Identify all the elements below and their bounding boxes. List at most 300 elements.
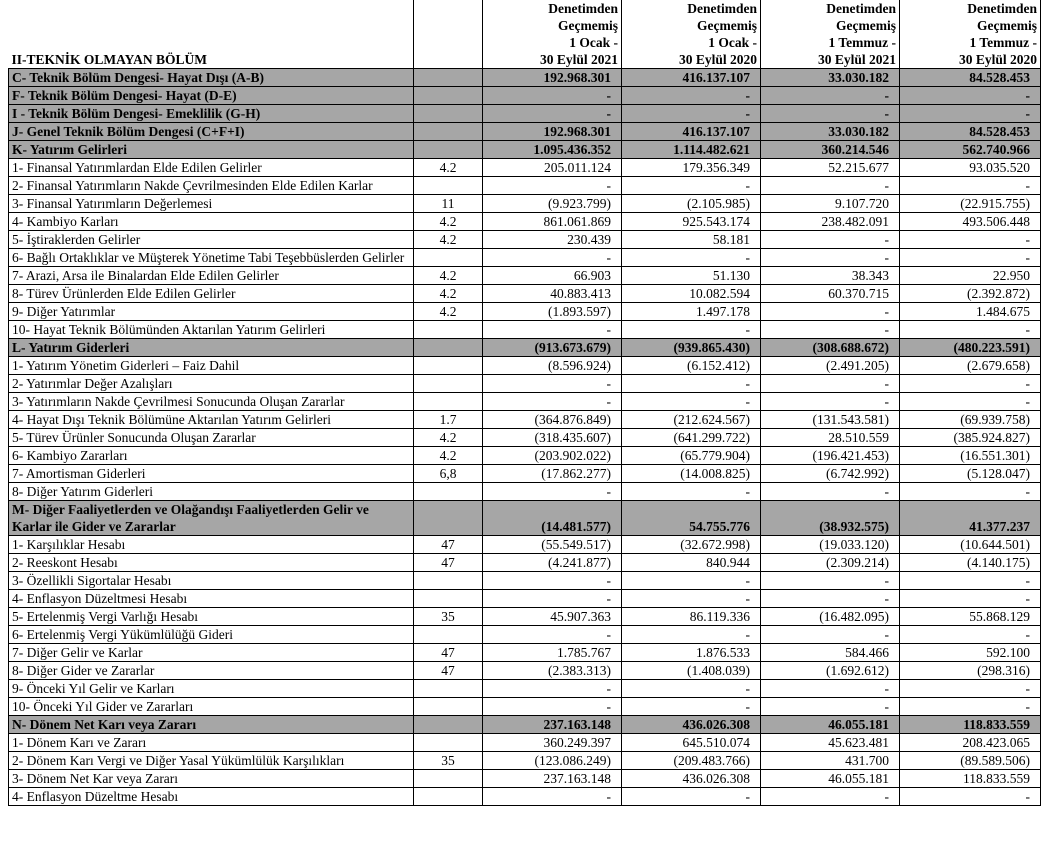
- income-statement-table: [8, 0, 1041, 806]
- column-header-line: 1 Temmuz -: [969, 35, 1037, 50]
- value-cell: (6.742.992): [761, 465, 900, 483]
- row-label: 4- Kambiyo Karları: [9, 213, 414, 231]
- value-cell: 46.055.181: [761, 716, 900, 734]
- row-label: 3- Dönem Net Kar veya Zararı: [9, 770, 414, 788]
- row-note: [414, 626, 483, 644]
- value-cell: -: [483, 249, 622, 267]
- row-label: 1- Yatırım Yönetim Giderleri – Faiz Dahil: [9, 357, 414, 375]
- value-cell: (22.915.755): [900, 195, 1041, 213]
- value-cell: -: [900, 177, 1041, 195]
- value-cell: 238.482.091: [761, 213, 900, 231]
- value-cell: -: [483, 375, 622, 393]
- value-cell: -: [761, 231, 900, 249]
- column-header-3: [761, 0, 900, 69]
- value-cell: -: [761, 626, 900, 644]
- value-cell: (14.481.577): [483, 501, 622, 536]
- value-cell: 230.439: [483, 231, 622, 249]
- row-note: [414, 177, 483, 195]
- row-label: 3- Özellikli Sigortalar Hesabı: [9, 572, 414, 590]
- value-cell: -: [622, 788, 761, 806]
- table-row: [9, 177, 1041, 195]
- value-cell: -: [761, 788, 900, 806]
- row-label: I - Teknik Bölüm Dengesi- Emeklilik (G-H): [9, 105, 414, 123]
- value-cell: -: [622, 87, 761, 105]
- row-note: [414, 357, 483, 375]
- value-cell: 840.944: [622, 554, 761, 572]
- table-row: [9, 249, 1041, 267]
- row-label: 7- Amortisman Giderleri: [9, 465, 414, 483]
- value-cell: 237.163.148: [483, 770, 622, 788]
- row-label: 4- Enflasyon Düzeltme Hesabı: [9, 788, 414, 806]
- table-header-row: [9, 0, 1041, 69]
- value-cell: (1.408.039): [622, 662, 761, 680]
- value-cell: (212.624.567): [622, 411, 761, 429]
- row-label: J- Genel Teknik Bölüm Dengesi (C+F+I): [9, 123, 414, 141]
- row-label: 1- Finansal Yatırımlardan Elde Edilen Gelirler: [9, 159, 414, 177]
- value-cell: -: [483, 698, 622, 716]
- column-header-line: Denetimden: [826, 1, 896, 16]
- value-cell: -: [483, 572, 622, 590]
- value-cell: (308.688.672): [761, 339, 900, 357]
- value-cell: -: [900, 393, 1041, 411]
- row-label: 6- Kambiyo Zararları: [9, 447, 414, 465]
- value-cell: -: [761, 483, 900, 501]
- row-label: M- Diğer Faaliyetlerden ve Olağandışı Faaliyetlerden Gelir ve Karlar ile Gider ve Zararlar: [9, 501, 414, 536]
- value-cell: 60.370.715: [761, 285, 900, 303]
- table-row: [9, 267, 1041, 285]
- table-row: [9, 501, 1041, 536]
- value-cell: (16.482.095): [761, 608, 900, 626]
- row-note: [414, 69, 483, 87]
- value-cell: -: [622, 177, 761, 195]
- value-cell: (16.551.301): [900, 447, 1041, 465]
- value-cell: (196.421.453): [761, 447, 900, 465]
- value-cell: 38.343: [761, 267, 900, 285]
- value-cell: (131.543.581): [761, 411, 900, 429]
- value-cell: 46.055.181: [761, 770, 900, 788]
- row-label: 1- Dönem Karı ve Zararı: [9, 734, 414, 752]
- value-cell: -: [761, 680, 900, 698]
- row-label: 7- Diğer Gelir ve Karlar: [9, 644, 414, 662]
- row-label: 5- İştiraklerden Gelirler: [9, 231, 414, 249]
- row-note: [414, 572, 483, 590]
- value-cell: 52.215.677: [761, 159, 900, 177]
- value-cell: -: [900, 698, 1041, 716]
- value-cell: 493.506.448: [900, 213, 1041, 231]
- column-header-2: [622, 0, 761, 69]
- value-cell: 208.423.065: [900, 734, 1041, 752]
- value-cell: 1.484.675: [900, 303, 1041, 321]
- value-cell: 192.968.301: [483, 69, 622, 87]
- value-cell: -: [900, 680, 1041, 698]
- table-row: [9, 536, 1041, 554]
- value-cell: (55.549.517): [483, 536, 622, 554]
- value-cell: 10.082.594: [622, 285, 761, 303]
- row-label: 8- Diğer Gider ve Zararlar: [9, 662, 414, 680]
- value-cell: -: [622, 626, 761, 644]
- value-cell: (2.105.985): [622, 195, 761, 213]
- row-note: [414, 105, 483, 123]
- note-column-header: [414, 0, 483, 69]
- value-cell: -: [622, 375, 761, 393]
- section-title: II-TEKNİK OLMAYAN BÖLÜM: [9, 0, 414, 69]
- row-label: C- Teknik Bölüm Dengesi- Hayat Dışı (A-B): [9, 69, 414, 87]
- row-note: [414, 770, 483, 788]
- value-cell: (1.893.597): [483, 303, 622, 321]
- value-cell: (203.902.022): [483, 447, 622, 465]
- value-cell: 28.510.559: [761, 429, 900, 447]
- value-cell: 51.130: [622, 267, 761, 285]
- row-label: 2- Finansal Yatırımların Nakde Çevrilmesinden Elde Edilen Karlar: [9, 177, 414, 195]
- value-cell: 592.100: [900, 644, 1041, 662]
- table-row: [9, 698, 1041, 716]
- column-header-line: 30 Eylül 2021: [817, 52, 896, 67]
- table-row: [9, 788, 1041, 806]
- row-note: 4.2: [414, 447, 483, 465]
- column-header-line: Geçmemiş: [697, 18, 757, 33]
- value-cell: -: [622, 321, 761, 339]
- value-cell: (298.316): [900, 662, 1041, 680]
- table-row: [9, 357, 1041, 375]
- row-note: [414, 698, 483, 716]
- value-cell: (9.923.799): [483, 195, 622, 213]
- row-label: 2- Dönem Karı Vergi ve Diğer Yasal Yükümlülük Karşılıkları: [9, 752, 414, 770]
- value-cell: 861.061.869: [483, 213, 622, 231]
- value-cell: 562.740.966: [900, 141, 1041, 159]
- value-cell: 33.030.182: [761, 123, 900, 141]
- value-cell: -: [900, 483, 1041, 501]
- column-header-line: 1 Ocak -: [708, 35, 757, 50]
- value-cell: 45.623.481: [761, 734, 900, 752]
- column-header-line: Denetimden: [967, 1, 1037, 16]
- table-row: [9, 590, 1041, 608]
- table-row: [9, 195, 1041, 213]
- row-note: [414, 123, 483, 141]
- value-cell: -: [761, 698, 900, 716]
- value-cell: -: [900, 788, 1041, 806]
- value-cell: 436.026.308: [622, 716, 761, 734]
- row-note: [414, 393, 483, 411]
- table-row: [9, 554, 1041, 572]
- row-note: 4.2: [414, 159, 483, 177]
- row-label: 1- Karşılıklar Hesabı: [9, 536, 414, 554]
- row-note: [414, 339, 483, 357]
- value-cell: 22.950: [900, 267, 1041, 285]
- value-cell: 416.137.107: [622, 69, 761, 87]
- row-label: 2- Reeskont Hesabı: [9, 554, 414, 572]
- value-cell: (939.865.430): [622, 339, 761, 357]
- value-cell: -: [622, 483, 761, 501]
- column-header-line: Geçmemiş: [558, 18, 618, 33]
- row-label: 5- Ertelenmiş Vergi Varlığı Hesabı: [9, 608, 414, 626]
- value-cell: (6.152.412): [622, 357, 761, 375]
- value-cell: -: [483, 105, 622, 123]
- value-cell: (69.939.758): [900, 411, 1041, 429]
- value-cell: 645.510.074: [622, 734, 761, 752]
- row-note: 4.2: [414, 213, 483, 231]
- value-cell: (123.086.249): [483, 752, 622, 770]
- value-cell: 93.035.520: [900, 159, 1041, 177]
- value-cell: -: [622, 698, 761, 716]
- row-note: [414, 249, 483, 267]
- value-cell: -: [761, 303, 900, 321]
- value-cell: -: [761, 321, 900, 339]
- table-row: [9, 680, 1041, 698]
- value-cell: 41.377.237: [900, 501, 1041, 536]
- value-cell: -: [483, 626, 622, 644]
- value-cell: (65.779.904): [622, 447, 761, 465]
- value-cell: -: [900, 626, 1041, 644]
- value-cell: -: [622, 680, 761, 698]
- table-row: [9, 447, 1041, 465]
- row-note: 47: [414, 662, 483, 680]
- row-note: 4.2: [414, 303, 483, 321]
- row-note: 4.2: [414, 267, 483, 285]
- table-row: [9, 734, 1041, 752]
- table-row: [9, 87, 1041, 105]
- column-header-line: Denetimden: [548, 1, 618, 16]
- value-cell: (10.644.501): [900, 536, 1041, 554]
- value-cell: (14.008.825): [622, 465, 761, 483]
- table-row: [9, 321, 1041, 339]
- value-cell: 416.137.107: [622, 123, 761, 141]
- value-cell: (5.128.047): [900, 465, 1041, 483]
- value-cell: 84.528.453: [900, 123, 1041, 141]
- value-cell: 1.876.533: [622, 644, 761, 662]
- value-cell: 54.755.776: [622, 501, 761, 536]
- row-label: 4- Hayat Dışı Teknik Bölümüne Aktarılan Yatırım Gelirleri: [9, 411, 414, 429]
- row-note: [414, 141, 483, 159]
- value-cell: 40.883.413: [483, 285, 622, 303]
- table-row: [9, 231, 1041, 249]
- value-cell: (2.383.313): [483, 662, 622, 680]
- value-cell: 118.833.559: [900, 770, 1041, 788]
- value-cell: 360.249.397: [483, 734, 622, 752]
- row-note: 47: [414, 554, 483, 572]
- value-cell: -: [900, 590, 1041, 608]
- row-note: 6,8: [414, 465, 483, 483]
- value-cell: 45.907.363: [483, 608, 622, 626]
- value-cell: (209.483.766): [622, 752, 761, 770]
- column-header-line: 30 Eylül 2020: [958, 52, 1037, 67]
- table-row: [9, 483, 1041, 501]
- row-note: [414, 375, 483, 393]
- value-cell: 66.903: [483, 267, 622, 285]
- column-header-line: 1 Temmuz -: [828, 35, 896, 50]
- row-note: [414, 788, 483, 806]
- value-cell: -: [900, 231, 1041, 249]
- value-cell: -: [622, 590, 761, 608]
- column-header-line: 30 Eylül 2021: [539, 52, 618, 67]
- value-cell: -: [483, 788, 622, 806]
- table-row: [9, 159, 1041, 177]
- value-cell: 205.011.124: [483, 159, 622, 177]
- row-note: 47: [414, 536, 483, 554]
- table-row: [9, 213, 1041, 231]
- value-cell: 118.833.559: [900, 716, 1041, 734]
- table-row: [9, 429, 1041, 447]
- value-cell: -: [900, 105, 1041, 123]
- value-cell: (89.589.506): [900, 752, 1041, 770]
- table-row: [9, 752, 1041, 770]
- value-cell: 1.497.178: [622, 303, 761, 321]
- column-header-1: [483, 0, 622, 69]
- value-cell: -: [483, 321, 622, 339]
- value-cell: 1.095.436.352: [483, 141, 622, 159]
- table-body: [9, 69, 1041, 806]
- row-note: [414, 590, 483, 608]
- value-cell: -: [761, 375, 900, 393]
- value-cell: 237.163.148: [483, 716, 622, 734]
- row-label: 5- Türev Ürünler Sonucunda Oluşan Zararlar: [9, 429, 414, 447]
- row-note: [414, 501, 483, 536]
- column-header-line: Geçmemiş: [836, 18, 896, 33]
- value-cell: 9.107.720: [761, 195, 900, 213]
- table-row: [9, 303, 1041, 321]
- table-row: [9, 105, 1041, 123]
- value-cell: 192.968.301: [483, 123, 622, 141]
- value-cell: -: [900, 572, 1041, 590]
- table-row: [9, 393, 1041, 411]
- row-note: 11: [414, 195, 483, 213]
- value-cell: (2.679.658): [900, 357, 1041, 375]
- table-row: [9, 339, 1041, 357]
- value-cell: 925.543.174: [622, 213, 761, 231]
- table-row: [9, 608, 1041, 626]
- value-cell: (318.435.607): [483, 429, 622, 447]
- value-cell: 360.214.546: [761, 141, 900, 159]
- row-label: 6- Ertelenmiş Vergi Yükümlülüğü Gideri: [9, 626, 414, 644]
- value-cell: -: [483, 590, 622, 608]
- row-note: [414, 716, 483, 734]
- row-note: 4.2: [414, 231, 483, 249]
- value-cell: -: [483, 483, 622, 501]
- table-row: [9, 411, 1041, 429]
- value-cell: 179.356.349: [622, 159, 761, 177]
- table-row: [9, 69, 1041, 87]
- row-note: [414, 734, 483, 752]
- row-label: 2- Yatırımlar Değer Azalışları: [9, 375, 414, 393]
- value-cell: -: [622, 572, 761, 590]
- table-row: [9, 285, 1041, 303]
- row-note: [414, 321, 483, 339]
- value-cell: -: [761, 105, 900, 123]
- table-row: [9, 770, 1041, 788]
- row-note: 4.2: [414, 429, 483, 447]
- column-header-line: Geçmemiş: [977, 18, 1037, 33]
- table-row: [9, 716, 1041, 734]
- value-cell: -: [900, 321, 1041, 339]
- row-label: 10- Hayat Teknik Bölümünden Aktarılan Yatırım Gelirleri: [9, 321, 414, 339]
- table-row: [9, 123, 1041, 141]
- value-cell: -: [761, 177, 900, 195]
- value-cell: 58.181: [622, 231, 761, 249]
- value-cell: 33.030.182: [761, 69, 900, 87]
- row-label: K- Yatırım Gelirleri: [9, 141, 414, 159]
- column-header-line: 30 Eylül 2020: [678, 52, 757, 67]
- row-label: 7- Arazi, Arsa ile Binalardan Elde Edilen Gelirler: [9, 267, 414, 285]
- value-cell: (4.140.175): [900, 554, 1041, 572]
- value-cell: -: [483, 680, 622, 698]
- value-cell: -: [483, 87, 622, 105]
- value-cell: 1.114.482.621: [622, 141, 761, 159]
- value-cell: 55.868.129: [900, 608, 1041, 626]
- value-cell: (913.673.679): [483, 339, 622, 357]
- column-header-4: [900, 0, 1041, 69]
- value-cell: 436.026.308: [622, 770, 761, 788]
- row-label: 6- Bağlı Ortaklıklar ve Müşterek Yönetime Tabi Teşebbüslerden Gelirler: [9, 249, 414, 267]
- table-row: [9, 375, 1041, 393]
- value-cell: -: [622, 249, 761, 267]
- value-cell: 431.700: [761, 752, 900, 770]
- table-row: [9, 141, 1041, 159]
- value-cell: (641.299.722): [622, 429, 761, 447]
- row-note: [414, 680, 483, 698]
- value-cell: -: [761, 572, 900, 590]
- value-cell: -: [483, 177, 622, 195]
- value-cell: -: [761, 590, 900, 608]
- value-cell: (480.223.591): [900, 339, 1041, 357]
- row-label: 9- Önceki Yıl Gelir ve Karları: [9, 680, 414, 698]
- value-cell: (19.033.120): [761, 536, 900, 554]
- row-note: 35: [414, 752, 483, 770]
- value-cell: (2.392.872): [900, 285, 1041, 303]
- row-note: [414, 483, 483, 501]
- value-cell: (385.924.827): [900, 429, 1041, 447]
- value-cell: (17.862.277): [483, 465, 622, 483]
- value-cell: -: [900, 87, 1041, 105]
- row-label: 8- Türev Ürünlerden Elde Edilen Gelirler: [9, 285, 414, 303]
- value-cell: (2.309.214): [761, 554, 900, 572]
- value-cell: (4.241.877): [483, 554, 622, 572]
- row-label: N- Dönem Net Karı veya Zararı: [9, 716, 414, 734]
- row-label: 3- Yatırımların Nakde Çevrilmesi Sonucunda Oluşan Zararlar: [9, 393, 414, 411]
- table-row: [9, 465, 1041, 483]
- value-cell: 1.785.767: [483, 644, 622, 662]
- value-cell: (2.491.205): [761, 357, 900, 375]
- value-cell: (32.672.998): [622, 536, 761, 554]
- value-cell: -: [900, 375, 1041, 393]
- value-cell: (364.876.849): [483, 411, 622, 429]
- row-label: F- Teknik Bölüm Dengesi- Hayat (D-E): [9, 87, 414, 105]
- row-note: 4.2: [414, 285, 483, 303]
- row-label: L- Yatırım Giderleri: [9, 339, 414, 357]
- value-cell: -: [761, 87, 900, 105]
- value-cell: -: [622, 105, 761, 123]
- table-row: [9, 644, 1041, 662]
- value-cell: -: [900, 249, 1041, 267]
- table-row: [9, 662, 1041, 680]
- value-cell: -: [483, 393, 622, 411]
- value-cell: (8.596.924): [483, 357, 622, 375]
- table-row: [9, 572, 1041, 590]
- table-row: [9, 626, 1041, 644]
- value-cell: -: [622, 393, 761, 411]
- row-note: 35: [414, 608, 483, 626]
- row-label: 9- Diğer Yatırımlar: [9, 303, 414, 321]
- column-header-line: Denetimden: [687, 1, 757, 16]
- value-cell: (38.932.575): [761, 501, 900, 536]
- column-header-line: 1 Ocak -: [569, 35, 618, 50]
- value-cell: 84.528.453: [900, 69, 1041, 87]
- value-cell: 584.466: [761, 644, 900, 662]
- row-note: [414, 87, 483, 105]
- row-note: 47: [414, 644, 483, 662]
- row-label: 8- Diğer Yatırım Giderleri: [9, 483, 414, 501]
- row-note: 1.7: [414, 411, 483, 429]
- value-cell: 86.119.336: [622, 608, 761, 626]
- value-cell: -: [761, 393, 900, 411]
